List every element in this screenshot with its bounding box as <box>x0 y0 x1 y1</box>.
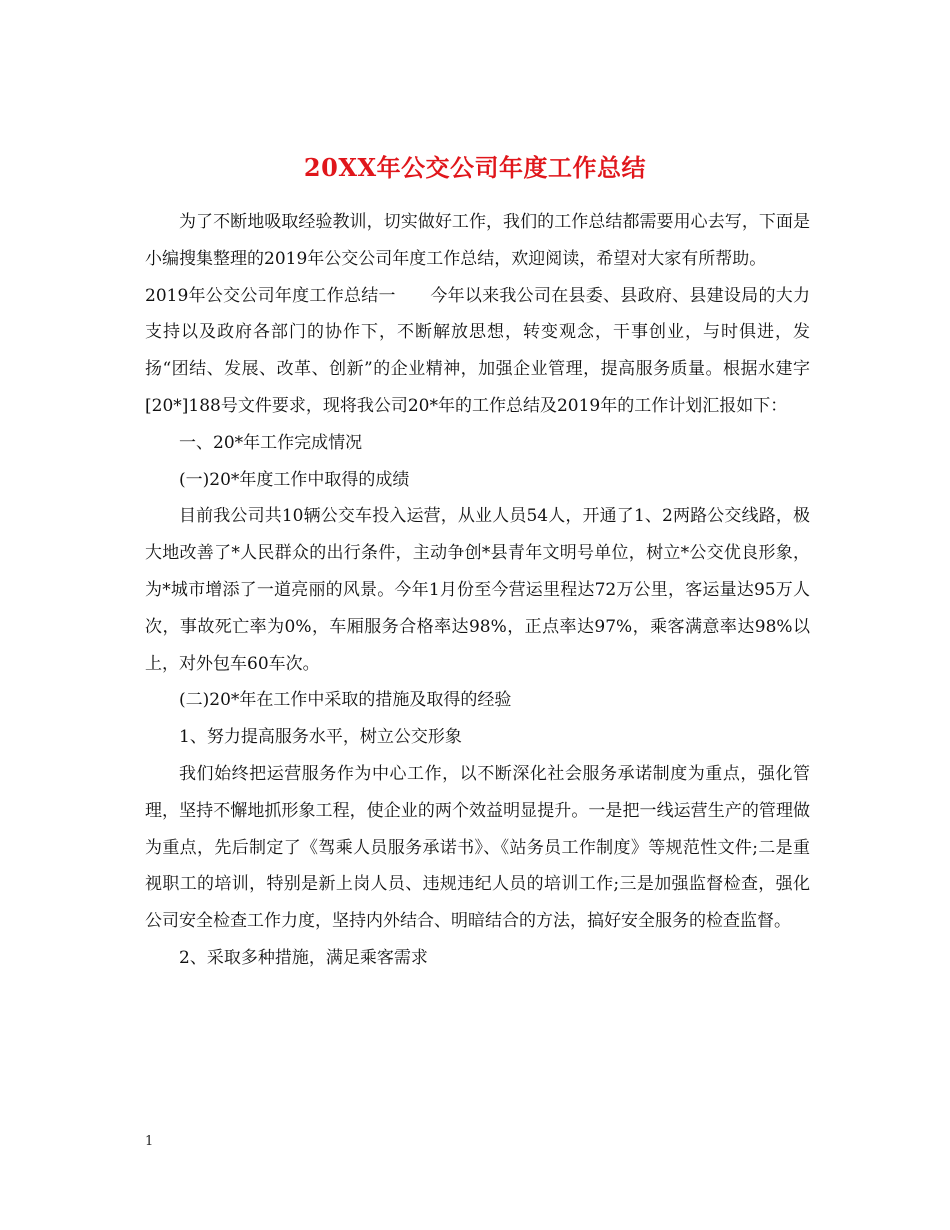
heading-section-one: 一、20*年工作完成情况 <box>179 432 363 453</box>
document-body <box>145 204 810 977</box>
paragraph-summary-one: 2019年公交公司年度工作总结一 今年以来我公司在县委、县政府、县建设局的大力支持以及政府各部门的协作下，不断解放思想，转变观念，干事创业，与时俱进，发扬“团结、发展、改革、创新”的企业精神，加强企业管理，提高服务质量。根据水建字[20*]188号文件要求，现将我公司20*年的工作总结及2019年的工作计划汇报如下： <box>145 285 810 416</box>
page-number: 1 <box>145 1134 154 1149</box>
paragraph-intro: 为了不断地吸取经验教训，切实做好工作，我们的工作总结都需要用心去写，下面是小编搜集整理的2019年公交公司年度工作总结，欢迎阅读，希望对大家有所帮助。 <box>145 212 810 269</box>
heading-item-measures: 2、采取多种措施，满足乘客需求 <box>179 947 428 968</box>
paragraph-service: 我们始终把运营服务作为中心工作，以不断深化社会服务承诺制度为重点，强化管理，坚持不懈地抓形象工程，使企业的两个效益明显提升。一是把一线运营生产的管理做为重点，先后制定了《驾乘人员服务承诺书》、《站务员工作制度》等规范性文件;二是重视职工的培训，特别是新上岗人员、违规违纪人员的培训工作;三是加强监督检查，强化公司安全检查工作力度，坚持内外结合、明暗结合的方法，搞好安全服务的检查监督。 <box>145 763 810 932</box>
document-title: 20XX年公交公司年度工作总结 <box>303 153 647 183</box>
paragraph-achievements: 目前我公司共10辆公交车投入运营，从业人员54人，开通了1、2两路公交线路，极大地改善了*人民群众的出行条件，主动争创*县青年文明号单位，树立*公交优良形象，为*城市增添了一道亮丽的风景。今年1月份至今营运里程达72万公里，客运量达95万人次，事故死亡率为0%，车厢服务合格率达98%，正点率达97%，乘客满意率达98%以上，对外包车60车次。 <box>145 506 810 674</box>
heading-subsection-measures: (二)20*年在工作中采取的措施及取得的经验 <box>179 690 512 711</box>
heading-item-service: 1、努力提高服务水平，树立公交形象 <box>179 727 462 748</box>
heading-subsection-achievements: (一)20*年度工作中取得的成绩 <box>179 469 410 490</box>
